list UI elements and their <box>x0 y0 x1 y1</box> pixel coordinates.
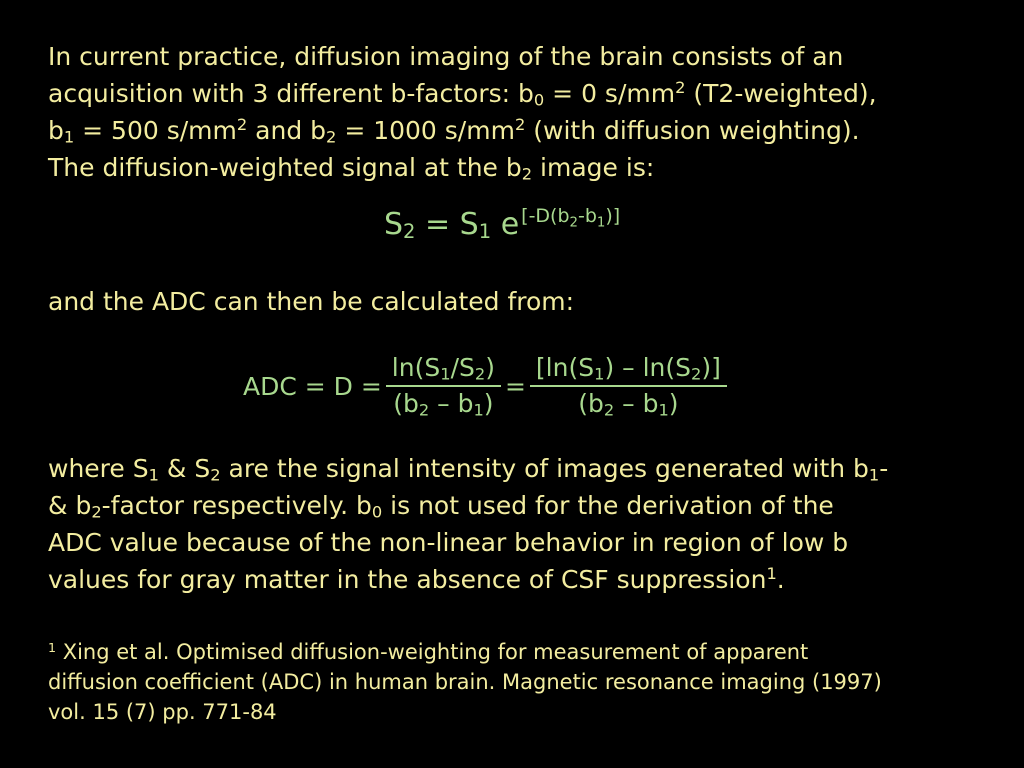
equals-sign: = <box>504 371 526 401</box>
fraction-1-denominator: $(b_2 - b_1)$ <box>393 389 494 420</box>
reference-line-2: diffusion coefficient (ADC) in human brain. Magnetic resonance imaging (1997) <box>48 670 882 694</box>
conclusion-line-3: ADC value because of the non-linear behavior in region of low b <box>48 528 849 557</box>
exponent: [-D(b2-b1)] <box>521 205 621 231</box>
conclusion-line-1: where $S_1$ & $S_2$ are the signal intensity of images generated with $b_1-$ <box>48 454 889 485</box>
fraction-1-numerator: $\ln(S_1/S_2)$ <box>386 351 501 387</box>
intro-line-3: $b_1 = 500$ $s/mm^2$ and $b_2 = 1000$ $s/mm^2$ (with diffusion weighting). <box>48 115 860 147</box>
reference-line-1: $^1$ Xing et al. Optimised diffusion-weighting for measurement of apparent <box>48 640 809 664</box>
middle-text: and the ADC can then be calculated from: <box>48 287 575 316</box>
reference-footnote <box>48 637 1008 727</box>
adc-equation <box>243 346 731 426</box>
fraction-2-denominator: $(b_2 - b_1)$ <box>578 389 679 420</box>
intro-line-4: The diffusion-weighted signal at the $b_2$ image is: <box>48 153 655 184</box>
fraction-1 <box>386 351 501 421</box>
intro-paragraph <box>48 38 998 186</box>
intro-line-1: In current practice, diffusion imaging of the brain consists of an <box>48 42 844 71</box>
fraction-2-numerator: $[\ln(S_1) - \ln(S_2)]$ <box>530 351 727 387</box>
signal-equation: $S_2 = S_1$ e [-D(b2-b1)] <box>384 205 621 243</box>
adc-lhs: ADC = D = <box>243 371 382 401</box>
reference-line-3: vol. 15 (7) pp. 771-84 <box>48 700 277 724</box>
intro-line-2: acquisition with 3 different b-factors: $b_0 = 0$ $s/mm^2$ (T2-weighted), <box>48 78 877 110</box>
fraction-2 <box>530 351 727 421</box>
conclusion-line-4: values for gray matter in the absence of CSF suppression$^1$. <box>48 564 785 594</box>
conclusion-paragraph <box>48 450 998 598</box>
conclusion-line-2: & $b_2$-factor respectively. $b_0$ is not used for the derivation of the <box>48 491 834 522</box>
